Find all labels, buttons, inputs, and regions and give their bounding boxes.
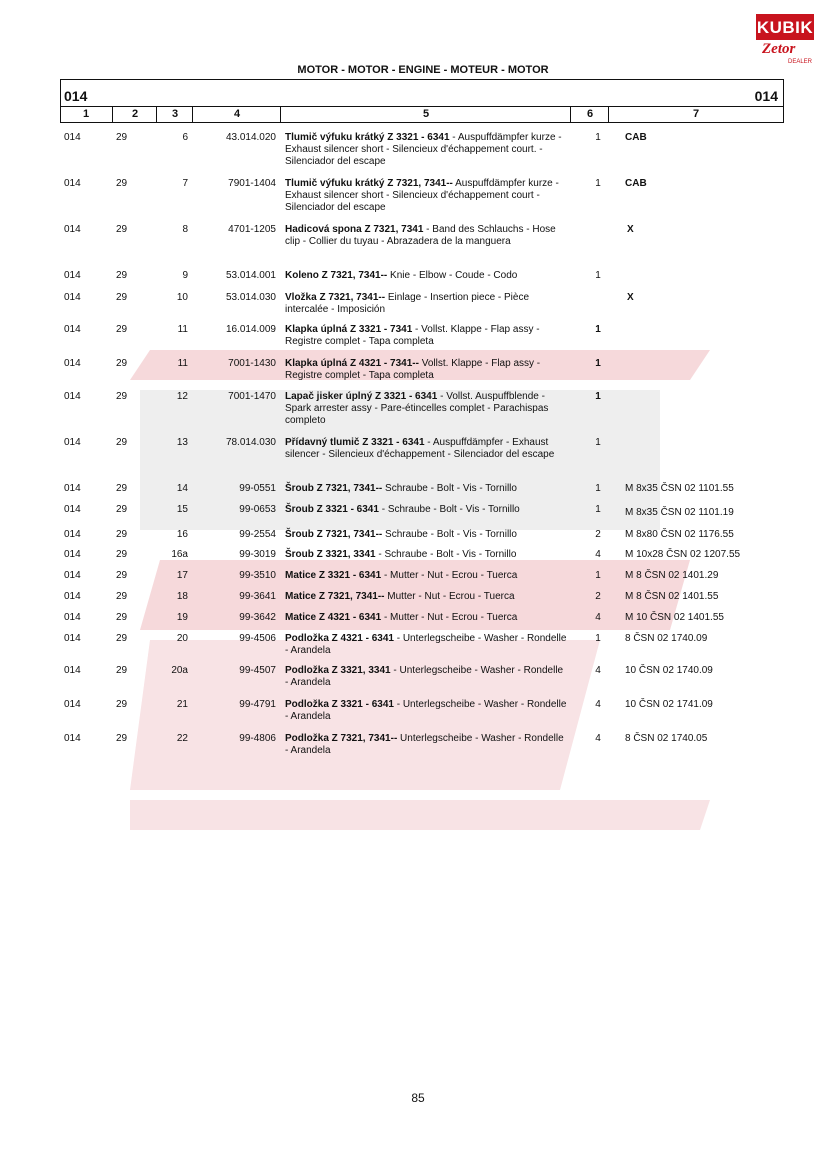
cell-position: 16a: [171, 549, 188, 560]
cell-position: 12: [176, 391, 188, 402]
cell-figure: 29: [116, 178, 128, 189]
cell-description: [285, 270, 567, 282]
cell-group: 014: [64, 358, 81, 369]
col-header-1: 1: [82, 108, 90, 120]
section-code-left: 014: [64, 88, 88, 104]
cell-group: 014: [64, 612, 81, 623]
cell-figure: 29: [116, 437, 128, 448]
cell-note: M 10 ČSN 02 1401.55: [625, 612, 724, 623]
cell-part-number: 4701-1205: [228, 224, 276, 235]
cell-note: 8 ČSN 02 1740.05: [625, 733, 708, 744]
cell-description: [285, 391, 567, 427]
cell-description: [285, 591, 567, 603]
part-name: Hadicová spona Z 7321, 7341: [285, 224, 424, 235]
cell-group: 014: [64, 549, 81, 560]
cell-part-number: 99-4506: [239, 633, 276, 644]
cell-figure: 29: [116, 324, 128, 335]
cell-quantity: 4: [595, 665, 601, 676]
cell-position: 13: [176, 437, 188, 448]
cell-note: M 10x28 ČSN 02 1207.55: [625, 549, 741, 560]
cell-note: M 8x35 ČSN 02 1101.19: [625, 507, 734, 518]
part-name: Klapka úplná Z 4321 - 7341--: [285, 358, 419, 369]
cell-figure: 29: [116, 699, 128, 710]
cell-group: 014: [64, 292, 81, 303]
part-name: Podložka Z 3321 - 6341: [285, 699, 394, 710]
cell-quantity: 1: [595, 633, 601, 644]
cell-position: 10: [176, 292, 188, 303]
cell-quantity: 1: [595, 483, 601, 494]
logo-dealer: DEALER: [788, 59, 813, 65]
cell-description: [285, 504, 567, 516]
part-name: Podložka Z 3321, 3341: [285, 665, 391, 676]
part-name: Matice Z 7321, 7341--: [285, 591, 385, 602]
cell-quantity: 2: [595, 591, 601, 602]
cell-position: 22: [176, 733, 188, 744]
cell-part-number: 43.014.020: [225, 132, 276, 143]
cell-quantity: 1: [595, 504, 601, 515]
cell-part-number: 99-2554: [239, 529, 276, 540]
cell-description: [285, 549, 567, 561]
cell-position: 21: [176, 699, 188, 710]
part-translations: Vollst. Klappe - Flap assy - Registre complet - Tapa completa: [285, 358, 541, 381]
part-name: Tlumič výfuku krátký Z 7321, 7341--: [285, 178, 453, 189]
part-translations: - Auspuffdämpfer - Exhaust silencer - Silencieux d'échappement - Silenciador del escape: [285, 437, 555, 460]
cell-quantity: 1: [595, 570, 601, 581]
part-translations: - Auspuffdämpfer kurze - Exhaust silencer short - Silencieux d'échappement court. - Silenciador del escape: [285, 132, 562, 167]
cell-part-number: 99-4791: [239, 699, 276, 710]
cell-part-number: 7001-1470: [228, 391, 276, 402]
cell-figure: 29: [116, 529, 128, 540]
cell-figure: 29: [116, 504, 128, 515]
cell-position: 9: [182, 270, 188, 281]
part-translations: - Unterlegscheibe - Washer - Rondelle - Arandela: [285, 633, 567, 656]
cell-note: 8 ČSN 02 1740.09: [625, 633, 708, 644]
cell-group: 014: [64, 529, 81, 540]
part-translations: Mutter - Nut - Ecrou - Tuerca: [384, 591, 515, 602]
cell-note: CAB: [625, 132, 647, 143]
part-name: Šroub Z 3321 - 6341: [285, 504, 379, 515]
cell-figure: 29: [116, 391, 128, 402]
part-name: Matice Z 4321 - 6341: [285, 612, 382, 623]
part-translations: Auspuffdämpfer kurze - Exhaust silencer short - Silencieux d'échappement court - Silenciador del escape: [285, 178, 559, 213]
cell-group: 014: [64, 699, 81, 710]
cell-quantity: 4: [595, 699, 601, 710]
part-name: Lapač jisker úplný Z 3321 - 6341: [285, 391, 438, 402]
cell-quantity: 1: [595, 324, 601, 335]
cell-group: 014: [64, 633, 81, 644]
cell-figure: 29: [116, 358, 128, 369]
cell-figure: 29: [116, 270, 128, 281]
cell-note: M 8x80 ČSN 02 1176.55: [625, 529, 734, 540]
part-translations: Knie - Elbow - Coude - Codo: [387, 270, 518, 281]
cell-part-number: 7901-1404: [228, 178, 276, 189]
cell-figure: 29: [116, 483, 128, 494]
col-header-5: 5: [280, 107, 571, 122]
cell-group: 014: [64, 591, 81, 602]
cell-group: 014: [64, 132, 81, 143]
cell-figure: 29: [116, 292, 128, 303]
cell-part-number: 99-4806: [239, 733, 276, 744]
logo-kubik: KUBIK: [756, 18, 814, 37]
section-code-right: 014: [754, 88, 778, 104]
cell-part-number: 16.014.009: [225, 324, 276, 335]
cell-part-number: 99-0551: [239, 483, 276, 494]
cell-position: 11: [177, 324, 188, 335]
table-header: [60, 106, 784, 122]
cell-position: 15: [176, 504, 188, 515]
cell-figure: 29: [116, 633, 128, 644]
part-translations: - Unterlegscheibe - Washer - Rondelle - Arandela: [285, 665, 564, 688]
col-header-3: 3: [156, 107, 193, 122]
cell-description: [285, 612, 567, 624]
cell-description: [285, 733, 567, 757]
cell-note: M 8x35 ČSN 02 1101.55: [625, 483, 734, 494]
cell-position: 20a: [171, 665, 188, 676]
cell-figure: 29: [116, 733, 128, 744]
part-name: Tlumič výfuku krátký Z 3321 - 6341: [285, 132, 450, 143]
kubik-zetor-logo: [752, 14, 818, 68]
cell-quantity: 1: [595, 437, 601, 448]
cell-figure: 29: [116, 570, 128, 581]
cell-quantity: 1: [595, 358, 601, 369]
col-header-7: 7: [608, 107, 783, 122]
cell-note: 10 ČSN 02 1740.09: [625, 665, 713, 676]
cell-description: [285, 665, 567, 689]
part-translations: - Schraube - Bolt - Vis - Tornillo: [375, 549, 517, 560]
part-translations: Schraube - Bolt - Vis - Tornillo: [382, 483, 517, 494]
cell-figure: 29: [116, 549, 128, 560]
cell-note: X: [627, 292, 634, 303]
cell-group: 014: [64, 324, 81, 335]
cell-part-number: 99-4507: [239, 665, 276, 676]
part-name: Šroub Z 3321, 3341: [285, 549, 376, 560]
col-header-4: 4: [192, 107, 281, 122]
part-translations: Einlage - Insertion piece - Pièce intercalée - Imposición: [285, 292, 530, 315]
part-name: Vložka Z 7321, 7341--: [285, 292, 386, 303]
cell-group: 014: [64, 570, 81, 581]
cell-note: M 8 ČSN 02 1401.55: [625, 591, 719, 602]
page-number: 85: [411, 1091, 425, 1105]
cell-quantity: 2: [595, 529, 601, 540]
logo-zetor: Zetor: [762, 41, 796, 57]
cell-part-number: 99-3642: [239, 612, 276, 623]
cell-description: [285, 570, 567, 582]
cell-group: 014: [64, 178, 81, 189]
cell-position: 14: [176, 483, 188, 494]
cell-part-number: 99-3641: [239, 591, 276, 602]
part-translations: - Schraube - Bolt - Vis - Tornillo: [378, 504, 520, 515]
part-translations: - Mutter - Nut - Ecrou - Tuerca: [381, 570, 518, 581]
part-translations: - Vollst. Auspuffblende - Spark arrester assy - Pare-étincelles complet - Parachispas completo: [285, 391, 549, 426]
cell-position: 8: [182, 224, 188, 235]
part-translations: - Mutter - Nut - Ecrou - Tuerca: [381, 612, 518, 623]
cell-group: 014: [64, 391, 81, 402]
cell-quantity: 4: [595, 612, 601, 623]
cell-description: [285, 132, 567, 168]
cell-description: [285, 437, 567, 461]
cell-note: 10 ČSN 02 1741.09: [625, 699, 713, 710]
cell-part-number: 99-0653: [239, 504, 276, 515]
cell-position: 19: [176, 612, 188, 623]
cell-description: [285, 324, 567, 348]
page-title: MOTOR - MOTOR - ENGINE - MOTEUR - MOTOR: [297, 64, 549, 76]
col-header-6: 6: [570, 107, 609, 122]
cell-quantity: 1: [595, 270, 601, 281]
cell-part-number: 78.014.030: [225, 437, 276, 448]
cell-description: [285, 699, 567, 723]
part-translations: Unterlegscheibe - Washer - Rondelle - Arandela: [285, 733, 564, 756]
cell-description: [285, 178, 567, 214]
cell-figure: 29: [116, 224, 128, 235]
cell-position: 16: [176, 529, 188, 540]
part-name: Šroub Z 7321, 7341--: [285, 529, 383, 540]
cell-part-number: 99-3510: [239, 570, 276, 581]
cell-quantity: 4: [595, 733, 601, 744]
cell-quantity: 1: [595, 132, 601, 143]
cell-part-number: 53.014.030: [225, 292, 276, 303]
cell-quantity: 4: [595, 549, 601, 560]
cell-group: 014: [64, 665, 81, 676]
cell-figure: 29: [116, 665, 128, 676]
cell-note: CAB: [625, 178, 647, 189]
part-name: Matice Z 3321 - 6341: [285, 570, 382, 581]
cell-description: [285, 292, 567, 316]
part-name: Koleno Z 7321, 7341--: [285, 270, 388, 281]
part-translations: - Band des Schlauchs - Hose clip - Collier du tuyau - Abrazadera de la manguera: [285, 224, 556, 247]
cell-group: 014: [64, 504, 81, 515]
part-name: Podložka Z 7321, 7341--: [285, 733, 398, 744]
part-translations: Schraube - Bolt - Vis - Tornillo: [382, 529, 517, 540]
part-name: Klapka úplná Z 3321 - 7341: [285, 324, 413, 335]
cell-part-number: 53.014.001: [225, 270, 276, 281]
cell-position: 7: [182, 178, 188, 189]
cell-figure: 29: [116, 612, 128, 623]
cell-group: 014: [64, 483, 81, 494]
cell-quantity: 1: [595, 391, 601, 402]
col-header-2: 2: [112, 107, 157, 122]
cell-description: [285, 633, 567, 657]
cell-group: 014: [64, 733, 81, 744]
cell-description: [285, 483, 567, 495]
cell-quantity: 1: [595, 178, 601, 189]
cell-group: 014: [64, 437, 81, 448]
cell-description: [285, 358, 567, 382]
cell-position: 11: [177, 358, 188, 369]
cell-part-number: 7001-1430: [228, 358, 276, 369]
cell-position: 17: [176, 570, 188, 581]
part-name: Podložka Z 4321 - 6341: [285, 633, 394, 644]
cell-position: 18: [176, 591, 188, 602]
cell-description: [285, 224, 567, 248]
part-translations: - Unterlegscheibe - Washer - Rondelle - Arandela: [285, 699, 567, 722]
cell-figure: 29: [116, 132, 128, 143]
cell-note: M 8 ČSN 02 1401.29: [625, 570, 719, 581]
cell-note: X: [627, 224, 634, 235]
part-name: Šroub Z 7321, 7341--: [285, 483, 383, 494]
cell-group: 014: [64, 224, 81, 235]
cell-figure: 29: [116, 591, 128, 602]
cell-description: [285, 529, 567, 541]
part-name: Přídavný tlumič Z 3321 - 6341: [285, 437, 425, 448]
cell-group: 014: [64, 270, 81, 281]
part-translations: - Vollst. Klappe - Flap assy - Registre complet - Tapa completa: [285, 324, 540, 347]
cell-part-number: 99-3019: [239, 549, 276, 560]
cell-position: 20: [176, 633, 188, 644]
cell-position: 6: [182, 132, 188, 143]
